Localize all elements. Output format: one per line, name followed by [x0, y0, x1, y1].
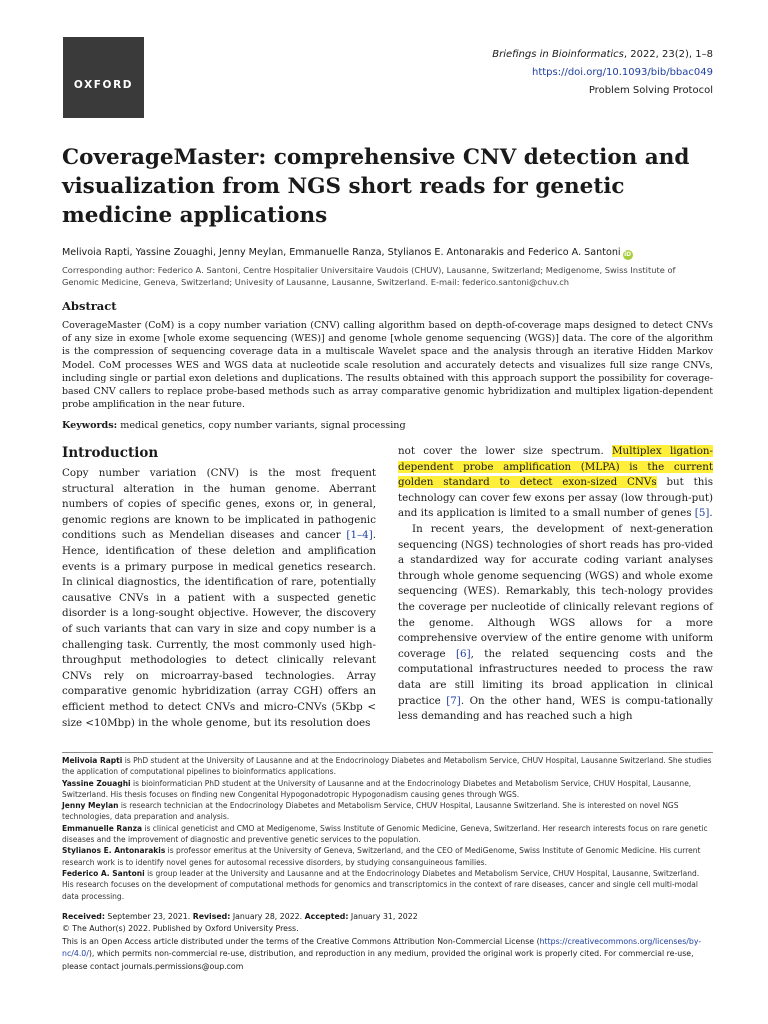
revised-label: Revised: [192, 912, 231, 921]
received-label: Received: [62, 912, 105, 921]
bio-santoni [62, 868, 713, 902]
intro-text: but this technology can cover few exons per assay (low through-put) and its application is limited to a small number of genes [398, 476, 713, 520]
bio-name: Federico A. Santoni [62, 868, 145, 878]
intro-paragraph-2 [398, 522, 713, 725]
journal-name: Briefings in Bioinformatics [492, 49, 624, 60]
intro-text: Copy number variation (CNV) is the most frequent structural alteration in the human genome. Aberrant numbers of copies of specific genes, exons or, in general, genomic regions are known to be implicated in pathogenic conditions such as Mendelian diseases and cancer [62, 467, 376, 542]
intro-text: , the related sequencing costs and the computational infrastructures needed to process the raw data are still limiting its broad application in clinical practice [398, 647, 713, 707]
citation-link[interactable]: [1–4] [346, 529, 373, 542]
bio-text: is professor emeritus at the University of Geneva, Switzerland, and the CEO of MediGenome, Swiss Institute of Genomic Medicine. His current research work is to identify novel genes for autosomal recessive disorders, by studying consanguineous families. [62, 846, 701, 867]
footnote-divider [62, 752, 713, 753]
bio-antonarakis [62, 845, 713, 868]
bio-name: Stylianos E. Antonarakis [62, 846, 166, 856]
copyright: © The Author(s) 2022. Published by Oxford University Press. [62, 924, 299, 934]
bio-text: is clinical geneticist and CMO at Medigenome, Swiss Institute of Genomic Medicine, Geneva, Switzerland. Her research interests focus on rare genetic diseases and the improvement of diagnostic and preventive genetic services to the population. [62, 823, 708, 845]
keywords-text: medical genetics, copy number variants, signal processing [117, 420, 406, 431]
license-text: ), which permits non-commercial re-use, distribution, and reproduction in any medium, provided the original work is properly cited. For commercial re-use, please contact journals.permissions@oup.com [62, 949, 694, 971]
bio-name: Emmanuelle Ranza [62, 823, 143, 833]
revised-date: January 28, 2022. [230, 912, 305, 921]
journal-info [492, 46, 713, 100]
intro-text: . [709, 507, 713, 520]
bio-zouaghi [62, 778, 713, 801]
column-right [398, 444, 713, 725]
bio-name: Melivoia Rapti [62, 756, 123, 765]
citation-link[interactable]: [7] [446, 694, 461, 707]
intro-paragraph-1-cont [398, 444, 713, 522]
keywords-label: Keywords: [62, 420, 118, 431]
citation-link[interactable]: [5] [694, 507, 710, 520]
dates-line [62, 911, 713, 923]
oxford-logo [63, 37, 144, 118]
column-left [62, 444, 376, 731]
logo-text: OXFORD [73, 79, 134, 91]
bio-name: Yassine Zouaghi [62, 778, 131, 788]
license-text: This is an Open Access article distributed under the terms of the Creative Commons Attribution Non-Commercial License ( [62, 936, 540, 946]
bio-text: is bioinformatician PhD student at the University of Lausanne and at the Endocrinology Diabetes and Metabolism Service, CHUV Hospital, Lausanne, Switzerland. His thesis focuses on finding new Congenital Hypogonadotropic Hypogonadism causing genes through WGS. [62, 778, 692, 799]
orcid-icon[interactable]: iD [624, 251, 632, 258]
intro-text: . On the other hand, WES is compu-tationally less demanding and has reached such a high [398, 694, 714, 723]
authors-text: Melivoia Rapti, Yassine Zouaghi, Jenny Meylan, Emmanuelle Ranza, Stylianos E. Antonarakis and Federico A. Santoni [62, 247, 621, 258]
license [62, 936, 713, 973]
intro-paragraph-1 [62, 466, 376, 731]
bio-ranza [62, 823, 713, 846]
abstract-text: CoverageMaster (CoM) is a copy number variation (CNV) calling algorithm based on depth-of-coverage maps designed to detect CNVs of any size in exome [whole exome sequencing (WES)] and genome [whole genome sequencing (WGS)] data. The core of the algorithm is the compression of sequencing coverage data in a multiscale Wavelet space and the analysis through an iterative Hidden Markov Model. CoM processes WES and WGS data at nucleotide scale resolution and accurately detects and visualizes full size range CNVs, including single or partial exon deletions and duplications. The results obtained with this approach support the possibility for coverage-based CNV callers to replace probe-based methods such as array comparative genomic hybridization and multiplex ligation-dependent probe amplification in the near future. [62, 320, 713, 411]
bio-name: Jenny Meylan [62, 801, 119, 811]
intro-text: not cover the lower size spectrum. [398, 445, 613, 457]
intro-text: . Hence, identification of these deletion and amplification events is a primary purpose in medical genetics research. In clinical diagnostics, the identification of rare, potentially causative CNVs in a patient with a suspected genetic disorder is a long-sought objective. However, the discovery of such variants that can vary in size and copy number is a challenging task. Currently, the most commonly used high-throughput methodologies to detect clinically relevant CNVs rely on microarray-based technologies. Array comparative genomic hybridization (array CGH) offers an efficient method to detect CNVs and micro-CNVs (5Kbp < size <10Mbp) in the whole genome, but its resolution does [62, 529, 376, 729]
highlighted-text: Multiplex ligation-dependent probe amplification (MLPA) is the current golden standard to detect exon-sized CNVs [398, 445, 714, 489]
author-bios [62, 755, 713, 902]
keywords [62, 420, 713, 431]
bio-text: is research technician at the Endocrinology Diabetes and Metabolism Service, CHUV Hospital, Lausanne Switzerland. She is interested on novel NGS technologies, data preparation and analysis. [62, 801, 679, 822]
doi-link[interactable]: https://doi.org/10.1093/bib/bbac049 [531, 67, 713, 78]
publication-info [62, 911, 713, 973]
article-type: Problem Solving Protocol [588, 85, 713, 96]
bio-text: is PhD student at the University of Lausanne and at the Endocrinology Diabetes and Metabolism Service, CHUV Hospital, Lausanne Switzerland. She studies the application of computational pipelines to bioinformatics applications. [62, 756, 712, 777]
accepted-label: Accepted: [304, 912, 349, 921]
article-title: CoverageMaster: comprehensive CNV detection and visualization from NGS short reads for genetic medicine applications [62, 145, 690, 228]
corresponding-affiliation: Corresponding author: Federico A. Santoni, Centre Hospitalier Universitaire Vaudois (CHUV), Lausanne, Switzerland; Medigenome, Swiss Institute of Genomic Medicine, Geneva, Switzerland; Univesity of Lausanne, Lausanne, Switzerland. E-mail: federico.santoni@chuv.ch [62, 265, 676, 287]
introduction-heading: Introduction [62, 445, 159, 461]
bio-text: is group leader at the University and Lausanne and at the Endocrinology Diabetes and Metabolism Service, CHUV Hospital, Lausanne, Switzerland. His research focuses on the development of computational methods for genomics and transcriptomics in the context of rare diseases, cancer and single cell multi-modal data processing. [62, 868, 700, 901]
accepted-date: January 31, 2022 [348, 912, 418, 921]
journal-citation [492, 46, 713, 64]
bio-meylan [62, 800, 713, 823]
intro-text: In recent years, the development of next-generation sequencing (NGS) technologies of short reads has pro-vided a standardized way for accurate coding variant analyses through whole genome sequencing (WGS) and whole exome sequencing (WES). Remarkably, this tech-nology provides the coverage per nucleotide of clinically relevant regions of the genome. Although WGS allows for a more comprehensive overview of the entire genome with uniform coverage [398, 522, 713, 660]
license-link[interactable]: https://creativecommons.org/licenses/by-nc/4.0/ [62, 936, 702, 959]
bio-rapti [62, 755, 713, 778]
journal-volume: , 2022, 23(2), 1–8 [623, 49, 713, 60]
abstract-heading: Abstract [62, 299, 117, 313]
received-date: September 23, 2021. [104, 912, 193, 921]
author-list [62, 247, 722, 260]
citation-link[interactable]: [6] [456, 647, 471, 660]
